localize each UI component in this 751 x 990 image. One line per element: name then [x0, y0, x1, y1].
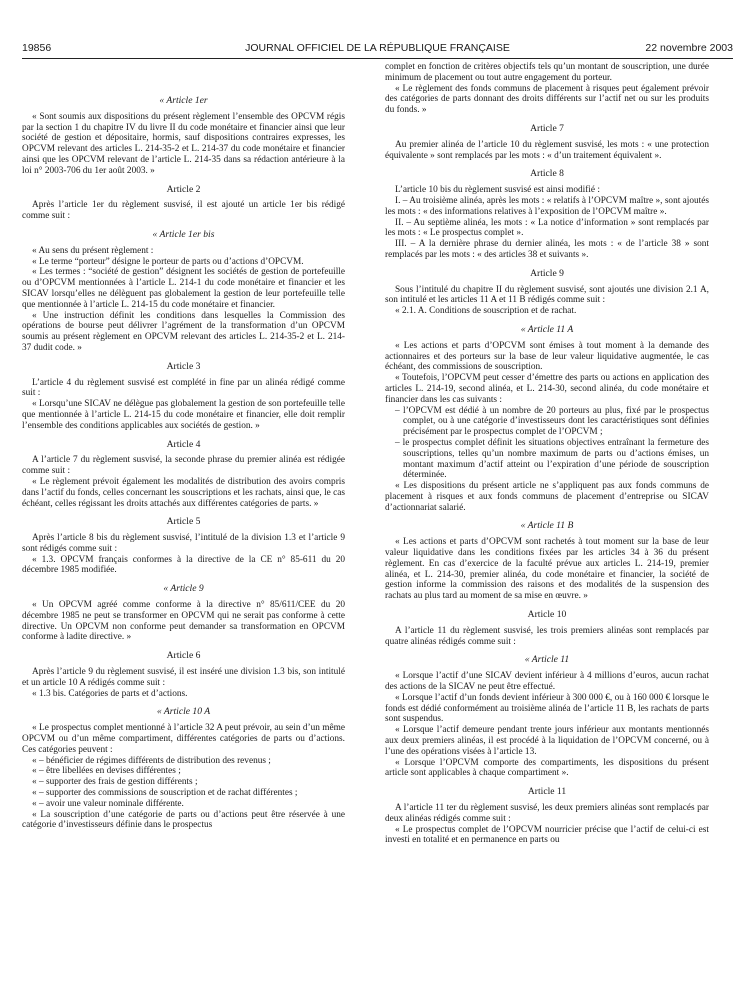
paragraph: « Sont soumis aux dispositions du présent règlement l’ensemble des OPCVM régis par la section 1 du chapitre IV du livre II du code monétaire et financier ainsi que leur société de gestion et dépositaire, hormis, sauf dispositions contraires expresses, les OPCVM relevant des articles L. 214-35-2 et L. 214-37 du code monétaire et financier ainsi que les OPCVM relevant de l’article L. 214-35 dans sa rédaction antérieure à la loi n° 2003-706 du 1er août 2003. » [22, 111, 345, 176]
article-heading: Article 7 [530, 122, 564, 134]
list-item: « – bénéficier de régimes différents de distribution des revenus ; [32, 755, 271, 766]
paragraph: « Les actions et parts d’OPCVM sont rachetés à tout moment sur la base de leur valeur liquidative dans les conditions fixées par les articles 34 à 36 du présent règlement. En cas d’exercice de la faculté prévue aux articles L. 214-19, premier alinéa, et L. 214-30, premier alinéa, du code monétaire et financier, la société de gestion informe la commission des raisons et des modalités de la suspension des rachats au plus tard au moment de sa mise en œuvre. » [385, 537, 709, 602]
left-column [22, 88, 345, 831]
paragraph: « Lorsque l’actif demeure pendant trente jours inférieur aux montants mentionnés aux deux premiers alinéas, il est procédé à la liquidation de l’OPCVM concerné, ou à l’une des opérations visées à l’article 13. [385, 725, 709, 757]
paragraph: « Le terme “porteur” désigne le porteur de parts ou d’actions d’OPCVM. [32, 256, 304, 267]
paragraph: I. – Au troisième alinéa, après les mots : « relatifs à l’OPCVM maître », sont ajoutés les mots : « des informations relatives à l’exposition de l’OPCVM maître ». [385, 195, 709, 217]
paragraph: « Lorsque l’actif d’un fonds devient inférieur à 300 000 €, ou à 160 000 € lorsque le fonds est dédié conformément au troisième alinéa de l’article 11 B, les rachats de parts sont suspendus. [385, 692, 709, 725]
article-heading: Article 5 [166, 516, 201, 528]
paragraph: « 1.3. OPCVM français conformes à la directive de la CE n° 85-611 du 20 décembre 1985 modifiée. [22, 554, 345, 576]
paragraph: « Toutefois, l’OPCVM peut cesser d’émettre des parts ou actions en application des articles L. 214-19, second alinéa, et L. 214-30, second alinéa, du code monétaire et financier dans les cas suivants : [385, 373, 709, 405]
right-column [385, 62, 709, 846]
article-heading: Article 6 [166, 650, 201, 662]
paragraph: « Lorsque l’OPCVM comporte des compartiments, les dispositions du présent article sont applicables à chaque compartiment ». [385, 757, 709, 779]
article-heading: Article 11 [527, 786, 567, 798]
paragraph: II. – Au septième alinéa, les mots : « La notice d’information » sont remplacés par les mots : « Le prospectus complet ». [385, 217, 709, 239]
paragraph: Au premier alinéa de l’article 10 du règlement susvisé, les mots : « une protection équivalente » sont remplacés par les mots : « d’un traitement équivalent ». [385, 139, 709, 161]
paragraph: « Le prospectus complet mentionné à l’article 32 A peut prévoir, au sein d’un même OPCVM ou d’un même compartiment, différentes catégories de parts ou d’actions. Ces catégories peuvent : [22, 723, 345, 755]
quoted-article-heading: « Article 10 A [156, 706, 211, 718]
paragraph: « 2.1. A. Conditions de souscription et de rachat. [395, 306, 577, 317]
paragraph: Après l’article 8 bis du règlement susvisé, l’intitulé de la division 1.3 et l’article 9 sont rédigés comme suit : [22, 533, 345, 554]
article-heading: Article 4 [166, 438, 201, 450]
list-item: – l’OPCVM est dédié à un nombre de 20 porteurs au plus, fixé par le prospectus complet, ou à une catégorie d’investisseurs dont les caractéristiques sont définies précisément par le prospectus complet de l’OPCVM ; [395, 405, 709, 438]
list-item: « – être libellées en devises différentes ; [32, 766, 181, 777]
paragraph: L’article 10 bis du règlement susvisé est ainsi modifié : [395, 185, 600, 196]
article-heading: Article 8 [530, 168, 564, 180]
paragraph: Sous l’intitulé du chapitre II du règlement susvisé, sont ajoutés une division 2.1 A, son intitulé et les articles 11 A et 11 B rédigés comme suit : [385, 284, 709, 306]
paragraph: « Les termes : “société de gestion” désignent les sociétés de gestion de portefeuille ou d’OPCVM mentionnées à l’article L. 214-1 du code monétaire et financier et les SICAV lorsqu’elles ne délèguent pas globalement la gestion de leur portefeuille telle que mentionnée à l’article L. 214-15 du code monétaire et financier. [22, 267, 345, 310]
paragraph: « Lorsqu’une SICAV ne délègue pas globalement la gestion de son portefeuille telle que mentionnée à l’article L. 214-15 du code monétaire et financier, elle doit remplir l’ensemble des conditions applicables aux sociétés de gestion. » [22, 399, 345, 431]
paragraph: « Une instruction définit les conditions dans lesquelles la Commission des opérations de bourse peut délivrer l’agrément de la transformation d’un OPCVM soumis au présent règlement en OPCVM relevant des articles L. 214-35-2 et L. 214-37 dudit code. » [22, 310, 345, 353]
paragraph: A l’article 11 du règlement susvisé, les trois premiers alinéas sont remplacés par quatre alinéas rédigés comme suit : [385, 625, 709, 647]
journal-title: JOURNAL OFFICIEL DE LA RÉPUBLIQUE FRANÇAISE [245, 42, 510, 54]
quoted-article-heading: « Article 1er bis [152, 228, 215, 240]
list-item: « – supporter des commissions de souscription et de rachat différentes ; [32, 788, 298, 799]
list-item: « – avoir une valeur nominale différente. [32, 798, 184, 809]
article-heading: Article 2 [166, 183, 201, 195]
paragraph: « Le règlement prévoit également les modalités de distribution des avoirs compris dans l’actif du fonds, celles concernant les souscriptions et les rachats, ainsi que, le cas échéant, celles régissant les droits attachés aux différentes catégories de parts. » [22, 476, 345, 509]
paragraph: « Un OPCVM agréé comme conforme à la directive n° 85/611/CEE du 20 décembre 1985 ne peut se transformer en OPCVM qui ne serait pas conforme à cette directive. Un OPCVM non conforme peut demander sa transformation en OPCVM conforme à ladite directive. » [22, 600, 345, 643]
paragraph: Après l’article 9 du règlement susvisé, il est inséré une division 1.3 bis, son intitulé et un article 10 A rédigés comme suit : [22, 667, 345, 688]
paragraph: « Lorsque l’actif d’une SICAV devient inférieur à 4 millions d’euros, aucun rachat des actions de la SICAV ne peut être effectué. [385, 671, 709, 693]
quoted-article-heading: « Article 9 [163, 583, 204, 595]
paragraph: « Les dispositions du présent article ne s’appliquent pas aux fonds communs de placement à risques et aux fonds communs de placement d’entreprise ou SICAV d’actionnariat salarié. [385, 481, 709, 513]
list-item: « – supporter des frais de gestion différents ; [32, 777, 198, 788]
header-rule [22, 58, 733, 59]
paragraph: « 1.3 bis. Catégories de parts et d’actions. [32, 688, 188, 699]
paragraph: III. – A la dernière phrase du dernier alinéa, les mots : « de l’article 38 » sont remplacés par les mots : « des articles 38 et suivants ». [385, 239, 709, 260]
quoted-article-heading: « Article 11 A [520, 323, 574, 335]
paragraph: complet en fonction de critères objectifs tels qu’un montant de souscription, une durée minimum de placement ou tout autre engagement du porteur. [385, 62, 709, 83]
paragraph: Après l’article 1er du règlement susvisé, il est ajouté un article 1er bis rédigé comme suit : [22, 200, 345, 222]
page-number: 19856 [22, 42, 52, 54]
paragraph: « Le prospectus complet de l’OPCVM nourricier précise que l’actif de celui-ci est investi en totalité et en permanence en parts ou [385, 824, 709, 846]
issue-date: 22 novembre 2003 [645, 42, 733, 54]
quoted-article-heading: « Article 11 B [520, 520, 574, 532]
paragraph: « Les actions et parts d’OPCVM sont émises à tout moment à la demande des actionnaires et des porteurs sur la base de leur valeur liquidative augmentée, le cas échéant, des commissions de souscription. [385, 340, 709, 373]
article-heading: Article 3 [166, 360, 201, 372]
article-heading: Article 9 [530, 267, 564, 279]
quoted-article-heading: « Article 1er [159, 95, 208, 106]
paragraph: « La souscription d’une catégorie de parts ou d’actions peut être réservée à une catégorie d’investisseurs définie dans le prospectus [22, 809, 345, 831]
list-item: – le prospectus complet définit les situations objectives entraînant la fermeture des souscriptions, telles qu’un nombre maximum de parts ou d’actions émises, un montant maximum d’actif atteint ou l’expiration d’une période de souscription déterminée. [395, 437, 709, 481]
page-header [22, 42, 733, 56]
paragraph: « Au sens du présent règlement : [32, 245, 154, 256]
paragraph: A l’article 7 du règlement susvisé, la seconde phrase du premier alinéa est rédigée comme suit : [22, 455, 345, 477]
paragraph: L’article 4 du règlement susvisé est complété in fine par un alinéa rédigé comme suit : [22, 377, 345, 399]
quoted-article-heading: « Article 11 [524, 654, 570, 666]
paragraph: A l’article 11 ter du règlement susvisé, les deux premiers alinéas sont remplacés par deux alinéas rédigés comme suit : [385, 803, 709, 824]
paragraph: « Le règlement des fonds communs de placement à risques peut également prévoir des catégories de parts donnant des droits différents sur l’actif net ou sur les produits du fonds. » [385, 83, 709, 116]
article-heading: Article 10 [527, 609, 567, 621]
